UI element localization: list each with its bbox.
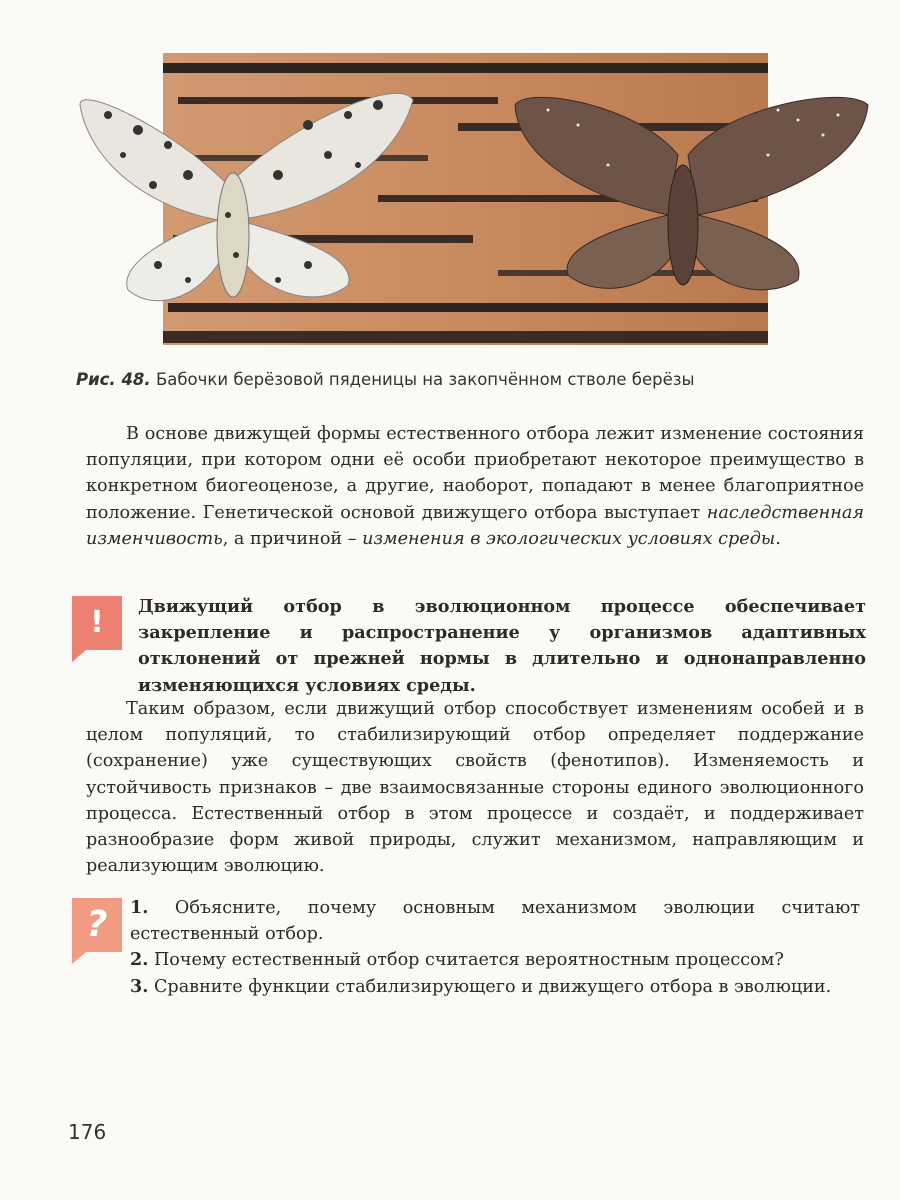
question-item xyxy=(130,974,860,1000)
question-text: Объясните, почему основным механизмом эволюции считают естественный отбор. xyxy=(130,898,860,945)
questions-marker xyxy=(72,898,122,952)
term-environmental-changes: изменения в экологических условиях среды xyxy=(362,528,776,549)
important-marker xyxy=(72,596,122,650)
review-questions xyxy=(130,895,860,1000)
page-number: 176 xyxy=(68,1120,107,1144)
question-icon: ? xyxy=(86,904,108,945)
paragraph-1-text-a: В основе движущей формы естественного отбора лежит изменение состояния популяции, при котором одни её особи приобретают некоторое преимущество в конкретном биогеоценозе, а другие, наоборот, попадают в менее благоприятное положение. Генетической основой движущего отбора выступает xyxy=(86,424,864,523)
question-number: 2. xyxy=(130,949,149,971)
paragraph-1-text-b: , а причиной – xyxy=(222,528,363,549)
figure-number: Рис. 48. xyxy=(76,370,151,389)
term-hereditary-variability: наследственная изменчивость xyxy=(86,502,864,549)
figure-caption-text: Бабочки берёзовой пяденицы на закопчённом стволе берёзы xyxy=(155,370,695,389)
figure-caption xyxy=(76,370,836,389)
paragraph-1 xyxy=(86,421,864,552)
paragraph-2: Таким образом, если движущий отбор способствует изменениям особей и в целом популяций, то стабилизирующий отбор определяет поддержание (сохранение) уже существующих свойств (фенотипов). Изменяемость и устойчивость признаков – две взаимосвязанные стороны единого эволюционного процесса. Естественный отбор в этом процессе и создаёт, и поддерживает разнообразие форм живой природы, служит механизмом, направляющим и реализующим эволюцию. xyxy=(86,699,864,877)
question-item xyxy=(130,895,860,947)
exclamation-icon: ! xyxy=(90,605,104,640)
key-statement: Движущий отбор в эволюционном процессе обеспечивает закрепление и распространение у организмов адаптивных отклонений от прежней нормы в длительно и однонаправленно изменяющихся условиях среды. xyxy=(138,596,866,696)
paragraph-1-text-c: . xyxy=(775,528,781,549)
question-number: 3. xyxy=(130,975,149,997)
question-item xyxy=(130,947,860,973)
question-text: Почему естественный отбор считается вероятностным процессом? xyxy=(148,950,784,971)
question-number: 1. xyxy=(130,897,149,918)
question-text: Сравните функции стабилизирующего и движущего отбора в эволюции. xyxy=(148,976,832,997)
moth-illustration xyxy=(78,45,873,355)
